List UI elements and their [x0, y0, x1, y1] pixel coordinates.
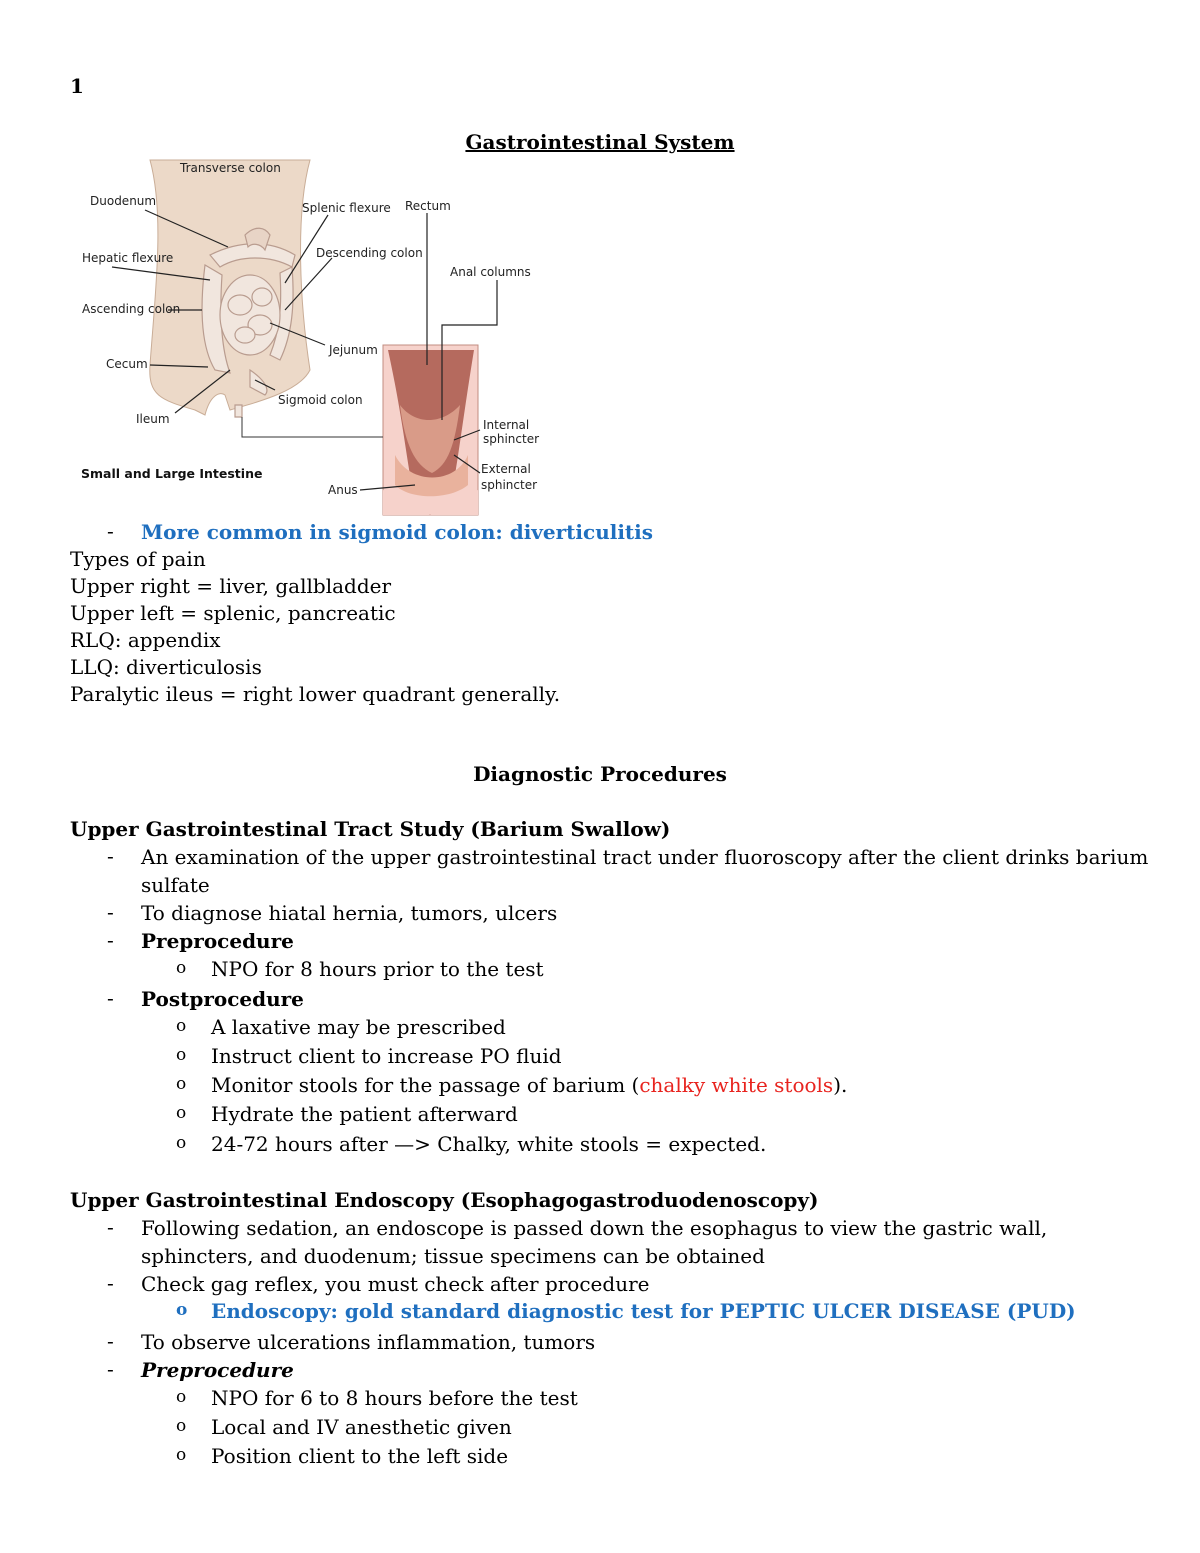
ugi-postprocedure-label: Postprocedure	[141, 987, 304, 1011]
pain-line: Types of pain	[70, 547, 206, 571]
bullet-circle: o	[176, 1133, 187, 1153]
bullet-dash: -	[107, 1329, 114, 1353]
label-cecum: Cecum	[106, 357, 148, 371]
label-internal-sphincter-line1: Internal	[483, 418, 530, 432]
monitor-text: Monitor stools for the passage of barium (	[211, 1073, 640, 1097]
egd-pre-item: Position client to the left side	[211, 1444, 509, 1468]
bullet-circle: o	[176, 1300, 188, 1320]
label-splenic-flexure: Splenic flexure	[302, 201, 391, 215]
page-number: 1	[70, 74, 84, 98]
label-hepatic-flexure: Hepatic flexure	[82, 251, 174, 265]
egd-pre-item: Local and IV anesthetic given	[211, 1415, 512, 1439]
ugi-post-item: A laxative may be prescribed	[211, 1015, 506, 1039]
label-internal-sphincter-line2: sphincter	[483, 432, 540, 446]
page-title: Gastrointestinal System	[465, 130, 735, 154]
bullet-dash: -	[107, 928, 114, 952]
bullet-circle: o	[176, 1016, 187, 1036]
egd-heading: Upper Gastrointestinal Endoscopy (Esophagogastroduodenoscopy)	[70, 1188, 819, 1212]
egd-pre-item: NPO for 6 to 8 hours before the test	[211, 1386, 578, 1410]
bullet-circle: o	[176, 1416, 187, 1436]
ugi-item: To diagnose hiatal hernia, tumors, ulcers	[141, 901, 558, 925]
bullet-dash: -	[107, 519, 114, 543]
pain-line: RLQ: appendix	[70, 628, 221, 652]
ugi-item: An examination of the upper gastrointestinal tract under fluoroscopy after the client drinks barium sulfate	[141, 845, 1149, 897]
pain-line: LLQ: diverticulosis	[70, 655, 262, 679]
chalky-white-stools: chalky white stools	[639, 1073, 834, 1097]
ugi-post-item: Hydrate the patient afterward	[211, 1102, 518, 1126]
bullet-dash: -	[107, 900, 114, 924]
monitor-text-end: ).	[833, 1073, 848, 1097]
pain-line: Paralytic ileus = right lower quadrant generally.	[70, 682, 561, 706]
egd-item: Check gag reflex, you must check after procedure	[141, 1272, 650, 1296]
bullet-dash: -	[107, 1357, 114, 1381]
section-title: Diagnostic Procedures	[473, 762, 727, 786]
egd-preprocedure-label: Preprocedure	[141, 1358, 294, 1382]
pain-line: Upper right = liver, gallbladder	[70, 574, 392, 598]
egd-item: To observe ulcerations inflammation, tumors	[141, 1330, 596, 1354]
ugi-heading: Upper Gastrointestinal Tract Study (Barium Swallow)	[70, 817, 671, 841]
bullet-dash: -	[107, 1215, 114, 1239]
label-external-sphincter-line1: External	[481, 462, 531, 476]
bullet-circle: o	[176, 958, 187, 978]
ugi-pre-item: NPO for 8 hours prior to the test	[211, 957, 544, 981]
label-transverse-colon: Transverse colon	[180, 161, 281, 175]
label-external-sphincter-line2: sphincter	[481, 478, 538, 492]
figure-caption: Small and Large Intestine	[81, 466, 263, 481]
label-ileum: Ileum	[136, 412, 170, 426]
bullet-dash: -	[107, 986, 114, 1010]
label-jejunum: Jejunum	[329, 343, 378, 357]
egd-gold-standard-note: Endoscopy: gold standard diagnostic test for PEPTIC ULCER DISEASE (PUD)	[211, 1299, 1076, 1323]
bullet-circle: o	[176, 1387, 187, 1407]
label-duodenum: Duodenum	[90, 194, 157, 208]
label-rectum: Rectum	[405, 199, 451, 213]
pain-line: Upper left = splenic, pancreatic	[70, 601, 396, 625]
bullet-circle: o	[176, 1045, 187, 1065]
egd-item: Following sedation, an endoscope is passed down the esophagus to view the gastric wall, sphincters, and duodenum; tissue specimens can be obtained	[141, 1216, 1048, 1268]
ugi-post-item-monitor	[211, 1071, 1151, 1099]
bullet-dash: -	[107, 844, 114, 868]
ugi-preprocedure-label: Preprocedure	[141, 929, 294, 953]
label-anus: Anus	[328, 483, 358, 497]
bullet-circle: o	[176, 1445, 187, 1465]
sigmoid-colon-note: More common in sigmoid colon: diverticulitis	[141, 520, 654, 544]
intestine-illustration	[70, 155, 550, 520]
intestine-diagram	[70, 155, 550, 520]
ugi-post-item: 24-72 hours after —> Chalky, white stools = expected.	[211, 1132, 767, 1156]
bullet-dash: -	[107, 1271, 114, 1295]
label-ascending-colon: Ascending colon	[82, 302, 181, 316]
ugi-post-item: Instruct client to increase PO fluid	[211, 1044, 562, 1068]
label-anal-columns: Anal columns	[450, 265, 531, 279]
bullet-circle: o	[176, 1074, 187, 1094]
bullet-circle: o	[176, 1103, 187, 1123]
label-sigmoid-colon: Sigmoid colon	[278, 393, 363, 407]
label-descending-colon: Descending colon	[316, 246, 423, 260]
